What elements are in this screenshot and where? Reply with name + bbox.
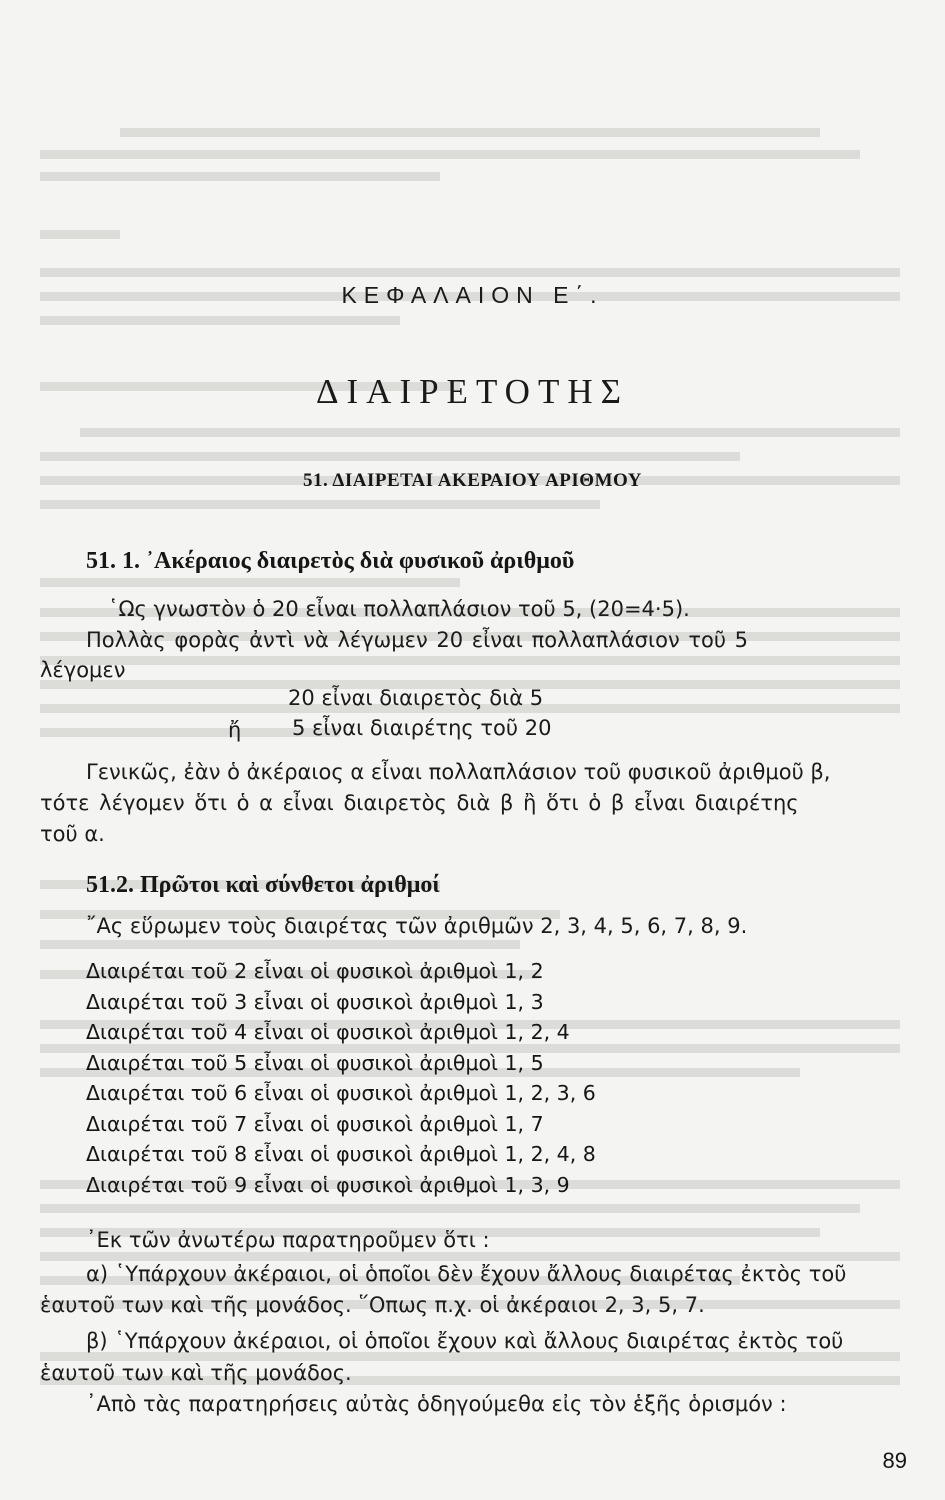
chapter-label: ΚΕΦΑΛΑΙΟΝ Ε΄. — [341, 282, 604, 308]
list-item: Διαιρέται τοῦ 9 εἶναι οἱ φυσικοὶ ἀριθμοὶ 1, 3, 9 — [86, 1172, 570, 1197]
example-statement: 20 εἶναι διαιρετὸς διὰ 5 — [288, 686, 544, 710]
paragraph-line: τότε λέγομεν ὅτι ὁ α εἶναι διαιρετὸς διὰ β ἢ ὅτι ὁ β εἶναι διαιρέτης — [40, 791, 799, 815]
page-number: 89 — [882, 1448, 907, 1473]
list-item: Διαιρέται τοῦ 5 εἶναι οἱ φυσικοὶ ἀριθμοὶ 1, 5 — [86, 1050, 544, 1075]
paragraph-line: τοῦ α. — [40, 822, 105, 846]
list-item: Διαιρέται τοῦ 6 εἶναι οἱ φυσικοὶ ἀριθμοὶ 1, 2, 3, 6 — [86, 1081, 596, 1105]
paragraph-line: ᾿Εκ τῶν ἀνωτέρω παρατηροῦμεν ὅτι : — [86, 1228, 490, 1252]
paragraph-line: Γενικῶς, ἐὰν ὁ ἀκέραιος α εἶναι πολλαπλάσιον τοῦ φυσικοῦ ἀριθμοῦ β, — [86, 760, 831, 784]
paragraph-line: ῾Ως γνωστὸν ὁ 20 εἶναι πολλαπλάσιον τοῦ 5, (20=4·5). — [108, 597, 690, 621]
list-item: Διαιρέται τοῦ 4 εἶναι οἱ φυσικοὶ ἀριθμοὶ 1, 2, 4 — [86, 1020, 570, 1044]
paragraph-line: α) ῾Υπάρχουν ἀκέραιοι, οἱ ὁποῖοι δὲν ἔχουν ἄλλους διαιρέτας ἐκτὸς τοῦ — [86, 1262, 847, 1286]
paragraph-line: ῎Ας εὕρωμεν τοὺς διαιρέτας τῶν ἀριθμῶν 2, 3, 4, 5, 6, 7, 8, 9. — [86, 914, 748, 938]
paragraph-line: λέγομεν — [40, 658, 126, 682]
or-word: ἤ — [228, 718, 242, 742]
subsection-heading-51-2: 51.2. Πρῶτοι καὶ σύνθετοι ἀριθμοί — [86, 872, 440, 898]
list-item: Διαιρέται τοῦ 3 εἶναι οἱ φυσικοὶ ἀριθμοὶ 1, 3 — [86, 989, 544, 1014]
list-item: Διαιρέται τοῦ 8 εἶναι οἱ φυσικοὶ ἀριθμοὶ 1, 2, 4, 8 — [86, 1142, 596, 1166]
list-item: Διαιρέται τοῦ 7 εἶναι οἱ φυσικοὶ ἀριθμοὶ 1, 7 — [86, 1111, 544, 1136]
paragraph-line: ἑαυτοῦ των καὶ τῆς μονάδος. ῞Οπως π.χ. οἱ ἀκέραιοι 2, 3, 5, 7. — [40, 1293, 705, 1317]
paragraph-line: β) ῾Υπάρχουν ἀκέραιοι, οἱ ὁποῖοι ἔχουν καὶ ἄλλους διαιρέτας ἐκτὸς τοῦ — [86, 1329, 844, 1353]
list-item: Διαιρέται τοῦ 2 εἶναι οἱ φυσικοὶ ἀριθμοὶ 1, 2 — [86, 959, 544, 983]
paragraph-line: Πολλὰς φορὰς ἀντὶ νὰ λέγωμεν 20 εἶναι πολλαπλάσιον τοῦ 5 — [86, 628, 749, 652]
divisors-list — [86, 956, 596, 1200]
subsection-heading-51-1: 51. 1. ᾿Ακέραιος διαιρετὸς διὰ φυσικοῦ ἀριθμοῦ — [86, 548, 575, 574]
paragraph-line: ἑαυτοῦ των καὶ τῆς μονάδος. — [40, 1361, 352, 1385]
example-statement: 5 εἶναι διαιρέτης τοῦ 20 — [292, 716, 552, 740]
chapter-title: ΔΙΑΙΡΕΤΟΤΗΣ — [316, 372, 629, 411]
section-heading: 51. ΔΙΑΙΡΕΤΑΙ ΑΚΕΡΑΙΟΥ ΑΡΙΘΜΟΥ — [302, 470, 643, 491]
paragraph-line: ᾿Απὸ τὰς παρατηρήσεις αὐτὰς ὁδηγούμεθα εἰς τὸν ἑξῆς ὁρισμόν : — [86, 1392, 787, 1416]
